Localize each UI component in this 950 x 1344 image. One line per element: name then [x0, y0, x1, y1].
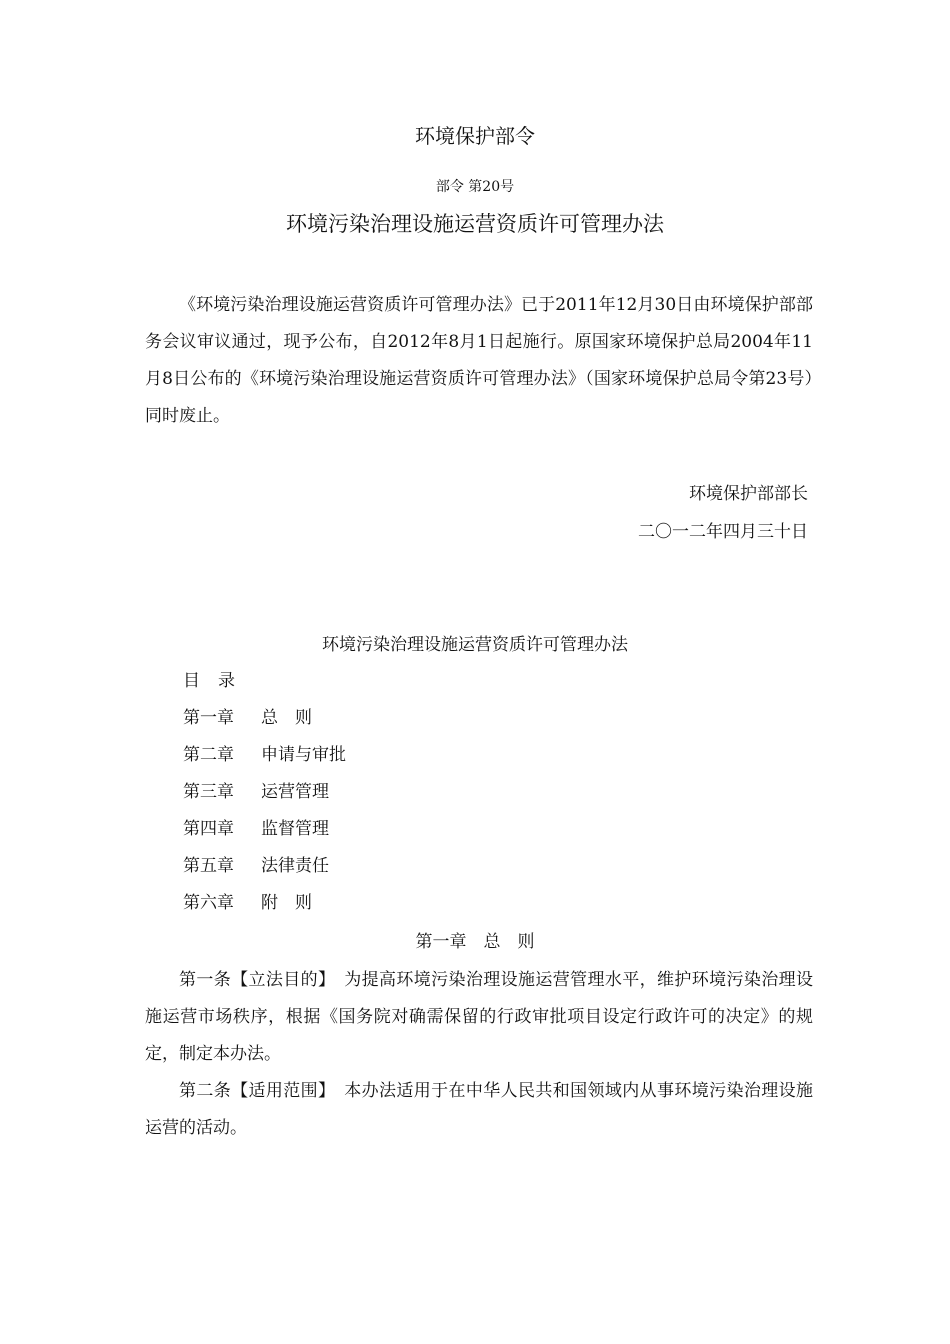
toc-item-name: 运营管理	[261, 782, 329, 802]
toc-item	[183, 814, 329, 839]
announcement-paragraph: 《环境污染治理设施运营资质许可管理办法》已于2011年12月30日由环境保护部部务会议审议通过，现予公布，自2012年8月1日起施行。原国家环境保护总局2004年11月8日公布的《环境污染治理设施运营资质许可管理办法》（国家环境保护总局令第23号）同时废止。	[145, 295, 813, 426]
signer: 环境保护部部长	[689, 484, 808, 504]
toc-item-number: 第六章	[183, 893, 234, 913]
toc-title: 目录	[183, 671, 253, 691]
toc-item	[183, 888, 312, 913]
sign-date: 二〇一二年四月三十日	[638, 522, 808, 542]
toc-item-number: 第五章	[183, 856, 234, 876]
toc-item	[183, 703, 312, 728]
article-paragraph: 第二条【适用范围】 本办法适用于在中华人民共和国领域内从事环境污染治理设施运营的活动。	[145, 1081, 813, 1138]
page-title: 环境保护部令	[415, 124, 535, 148]
toc-item-number: 第四章	[183, 819, 234, 839]
toc-item	[183, 740, 346, 765]
law-title: 环境污染治理设施运营资质许可管理办法	[286, 212, 664, 236]
toc-item-name: 监督管理	[261, 819, 329, 839]
toc-item	[183, 777, 329, 802]
order-number: 部令 第20号	[435, 179, 515, 195]
toc-item-number: 第一章	[183, 708, 234, 728]
toc-item-number: 第二章	[183, 745, 234, 765]
chapter-heading: 第一章 总 则	[415, 932, 535, 952]
toc-item-number: 第三章	[183, 782, 234, 802]
toc-item-name: 附 则	[261, 893, 312, 913]
toc-item-name: 申请与审批	[261, 745, 346, 765]
body-title: 环境污染治理设施运营资质许可管理办法	[322, 635, 628, 655]
toc-item-name: 法律责任	[261, 856, 329, 876]
toc-item-name: 总 则	[261, 708, 312, 728]
toc-item	[183, 851, 329, 876]
article-paragraph: 第一条【立法目的】 为提高环境污染治理设施运营管理水平，维护环境污染治理设施运营市场秩序，根据《国务院对确需保留的行政审批项目设定行政许可的决定》的规定，制定本办法。	[145, 970, 813, 1064]
